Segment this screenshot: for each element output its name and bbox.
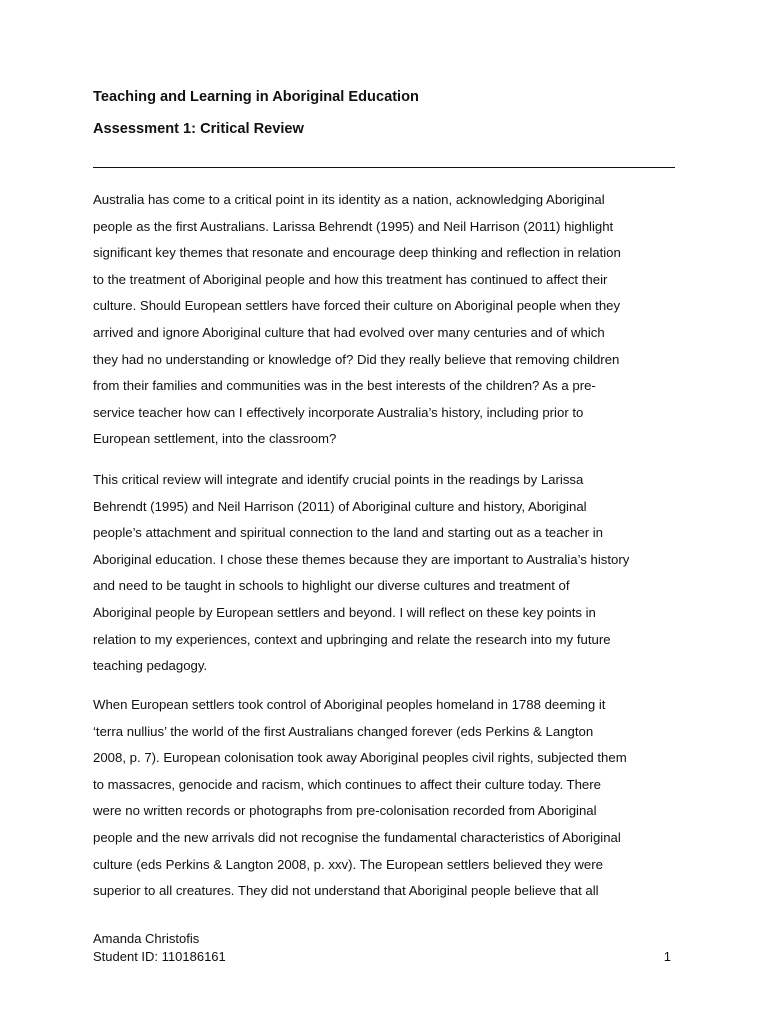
paragraph-line: Behrendt (1995) and Neil Harrison (2011) of Aboriginal culture and history, Aboriginal: [93, 498, 587, 514]
paragraph: [93, 692, 683, 905]
page-number: 1: [663, 949, 671, 964]
paragraph-line: people as the first Australians. Larissa Behrendt (1995) and Neil Harrison (2011) highlight: [93, 218, 614, 234]
paragraph-line: people and the new arrivals did not recognise the fundamental characteristics of Aboriginal: [93, 829, 621, 845]
paragraph-line: to the treatment of Aboriginal people and how this treatment has continued to affect their: [93, 271, 608, 287]
paragraph-line: This critical review will integrate and identify crucial points in the readings by Larissa: [93, 472, 584, 487]
paragraph-line: superior to all creatures. They did not understand that Aboriginal people believe that all: [93, 883, 599, 899]
paragraph-line: relation to my experiences, context and upbringing and relate the research into my future: [93, 631, 611, 647]
paragraph-line: 2008, p. 7). European colonisation took away Aboriginal peoples civil rights, subjected them: [93, 750, 627, 766]
paragraph-line: and need to be taught in schools to highlight our diverse cultures and treatment of: [93, 578, 570, 594]
paragraph-line: were no written records or photographs from pre-colonisation recorded from Aboriginal: [93, 803, 597, 819]
paragraph-line: teaching pedagogy.: [93, 658, 208, 674]
title-divider: [93, 167, 675, 168]
paragraph-line: from their families and communities was in the best interests of the children? As a pre-: [93, 378, 596, 394]
paragraph-line: Aboriginal education. I chose these themes because they are important to Australia’s history: [93, 551, 630, 567]
footer-author: Amanda Christofis: [93, 931, 200, 946]
paragraph: [93, 467, 683, 680]
document-title: Teaching and Learning in Aboriginal Education: [93, 89, 419, 105]
paragraph-line: service teacher how can I effectively incorporate Australia’s history, including prior to: [93, 404, 584, 420]
paragraph-line: arrived and ignore Aboriginal culture that had evolved over many centuries and of which: [93, 324, 605, 340]
paragraph-line: they had no understanding or knowledge of? Did they really believe that removing children: [93, 351, 620, 367]
paragraph: [93, 187, 683, 453]
paragraph-line: significant key themes that resonate and encourage deep thinking and reflection in relation: [93, 245, 621, 261]
footer-student-id: Student ID: 110186161: [93, 949, 226, 964]
paragraph-line: people’s attachment and spiritual connection to the land and starting out as a teacher in: [93, 525, 604, 541]
paragraph-line: ‘terra nullius’ the world of the first Australians changed forever (eds Perkins & Langton: [93, 723, 594, 739]
document-subtitle: Assessment 1: Critical Review: [93, 121, 304, 137]
paragraph-line: Aboriginal people by European settlers and beyond. I will reflect on these key points in: [93, 604, 596, 620]
paragraph-line: When European settlers took control of Aboriginal peoples homeland in 1788 deeming it: [93, 697, 606, 712]
paragraph-line: culture (eds Perkins & Langton 2008, p. xxv). The European settlers believed they were: [93, 856, 603, 872]
paragraph-line: to massacres, genocide and racism, which continues to affect their culture today. There: [93, 776, 601, 792]
paragraph-line: culture. Should European settlers have forced their culture on Aboriginal people when they: [93, 298, 621, 314]
paragraph-line: Australia has come to a critical point in its identity as a nation, acknowledging Aboriginal: [93, 192, 605, 207]
paragraph-line: European settlement, into the classroom?: [93, 431, 337, 447]
